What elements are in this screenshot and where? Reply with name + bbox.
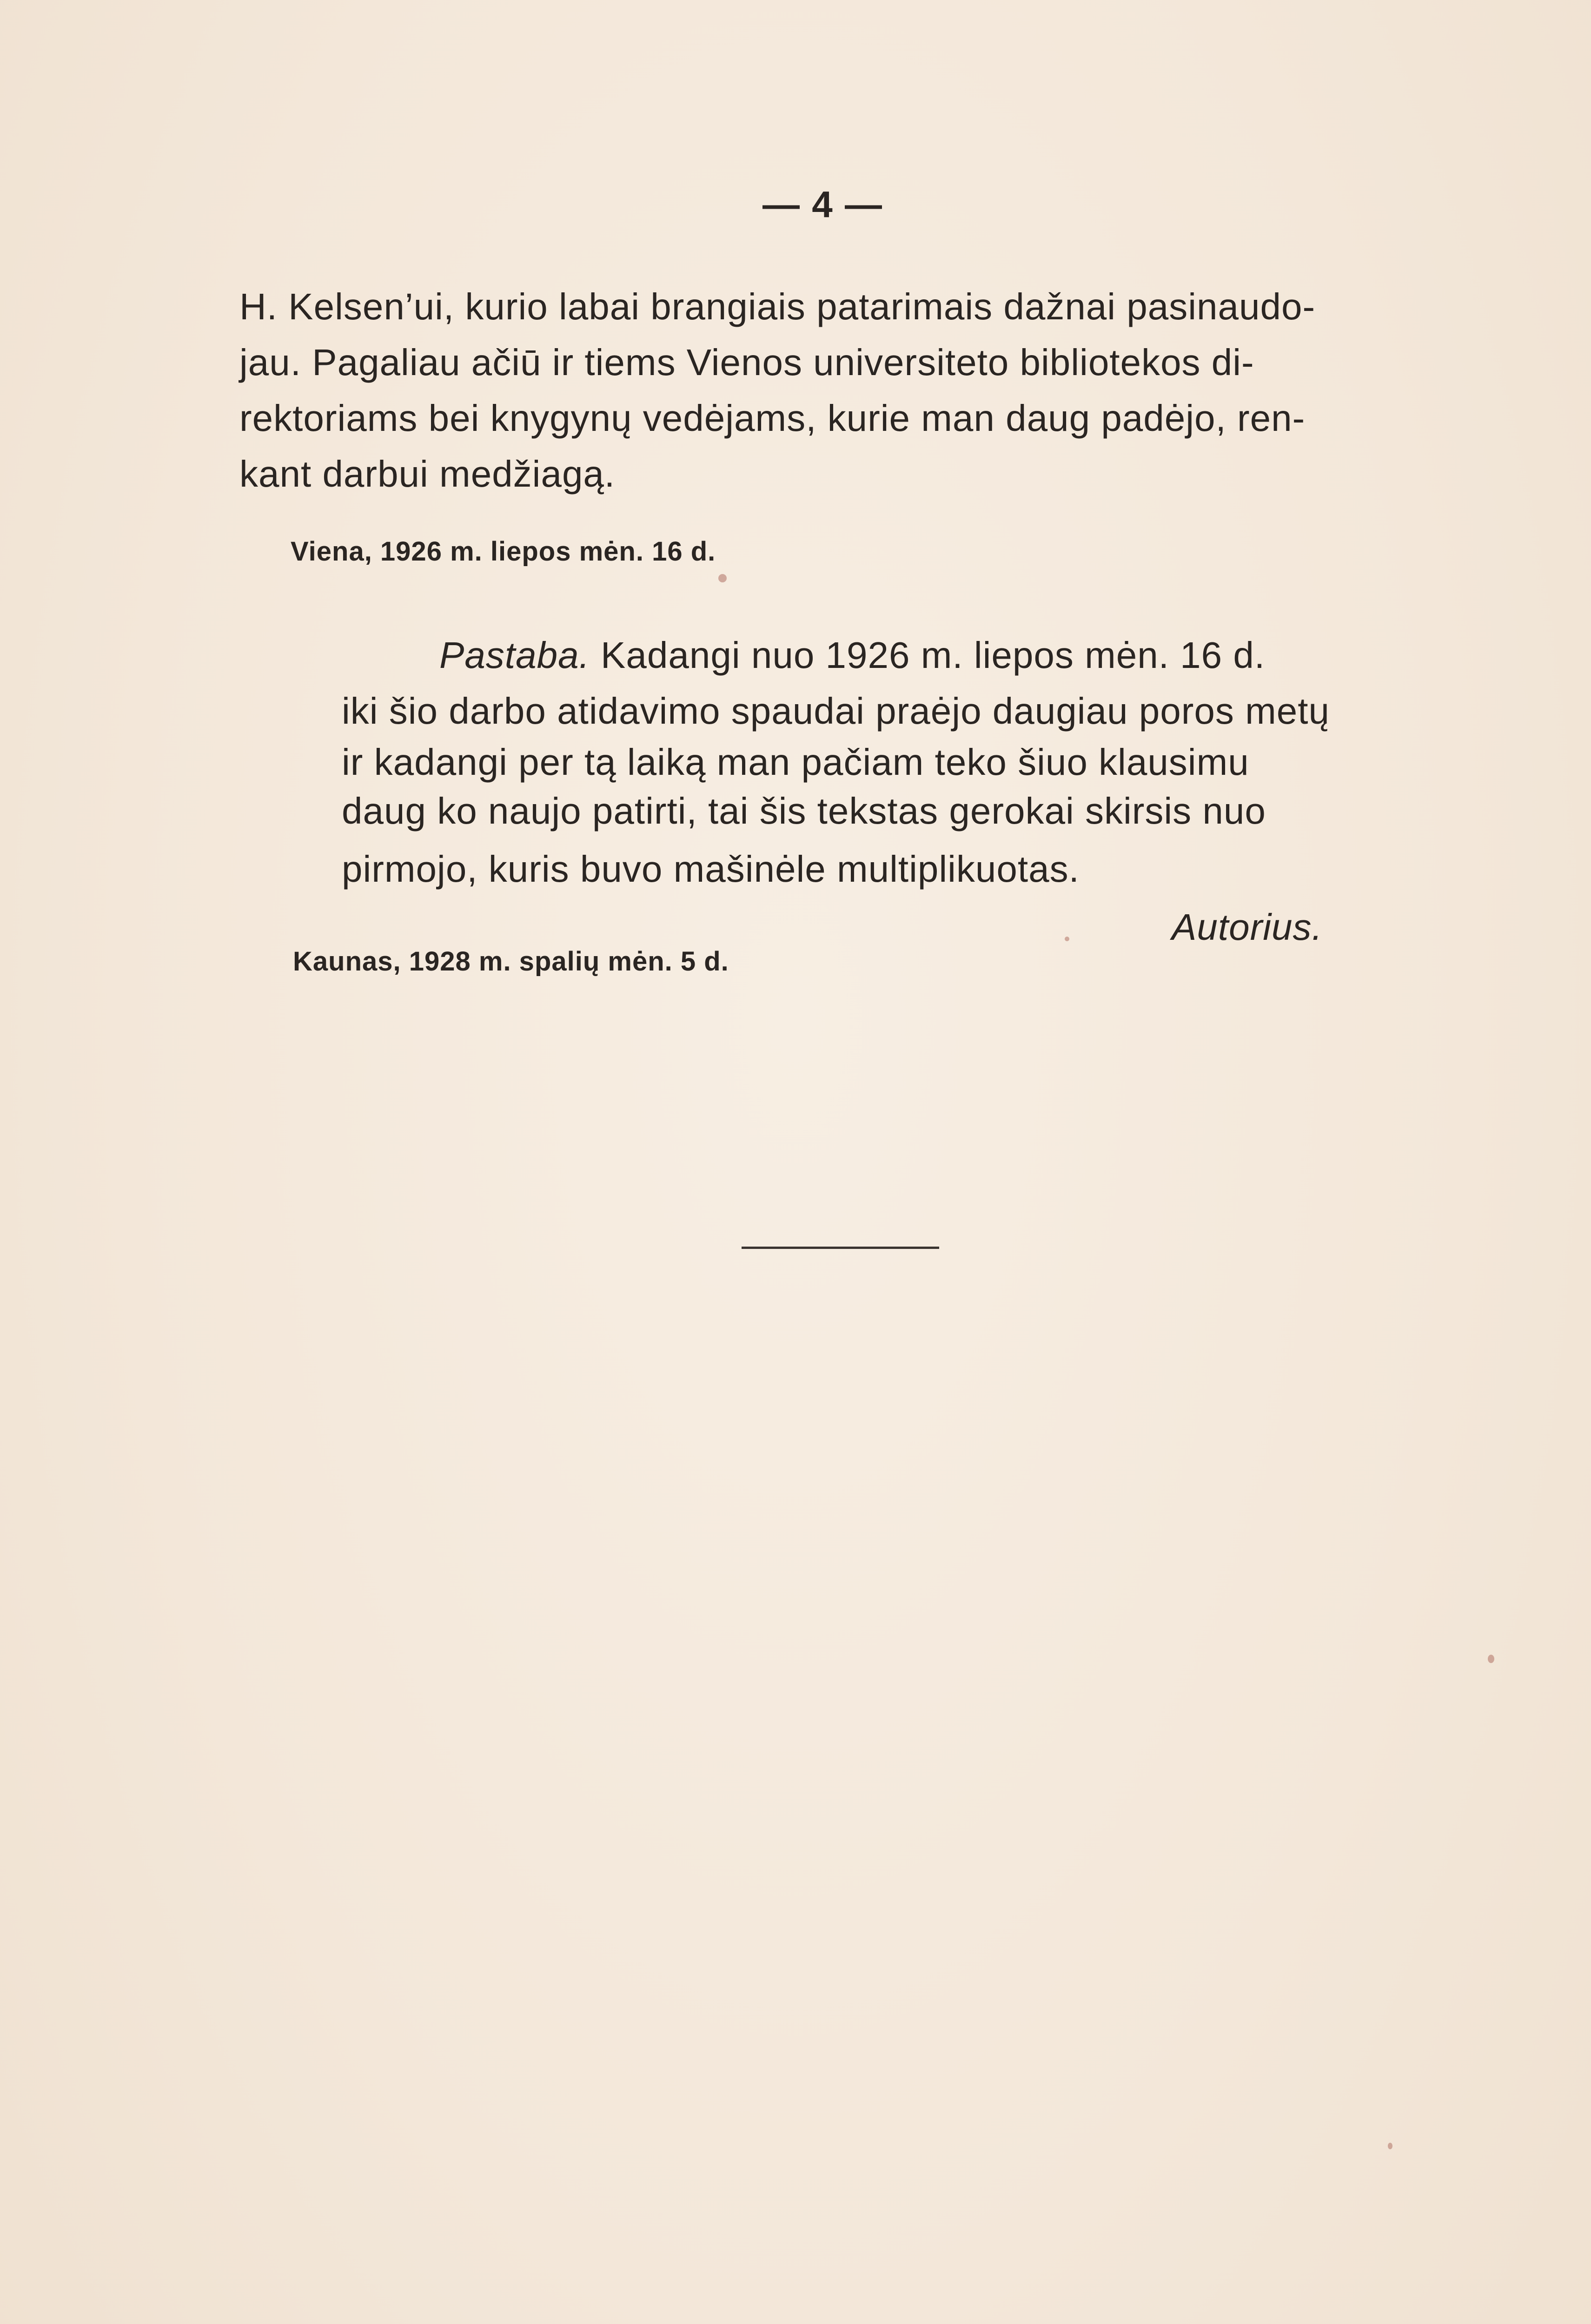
ink-speck: [1488, 1655, 1494, 1663]
note-first-line: [439, 634, 1266, 676]
note-first-line-text: Kadangi nuo 1926 m. liepos mėn. 16 d.: [601, 634, 1266, 676]
paragraph-line-1: H. Kelsen’ui, kurio labai brangiais patarimais dažnai pasinaudo-: [239, 286, 1316, 327]
note-line-5: pirmojo, kuris buvo mašinėle multiplikuotas.: [342, 848, 1080, 890]
page-number: — 4 —: [762, 184, 883, 225]
ink-speck: [1388, 2143, 1392, 2149]
paragraph-line-4: kant darbui medžiagą.: [239, 453, 616, 495]
ink-speck: [718, 574, 727, 582]
note-line-3: ir kadangi per tą laiką man pačiam teko šiuo klausimu: [342, 741, 1249, 783]
note-line-2: iki šio darbo atidavimo spaudai praėjo daugiau poros metų: [342, 690, 1330, 732]
dateline-vienna: Viena, 1926 m. liepos mėn. 16 d.: [291, 536, 716, 567]
paragraph-line-3: rektoriams bei knygynų vedėjams, kurie man daug padėjo, ren-: [239, 397, 1306, 439]
paragraph-line-2: jau. Pagaliau ačiū ir tiems Vienos universiteto bibliotekos di-: [239, 342, 1254, 383]
horizontal-rule: [742, 1247, 939, 1249]
note-label: Pastaba.: [439, 634, 590, 676]
note-line-4: daug ko naujo patirti, tai šis tekstas gerokai skirsis nuo: [342, 790, 1266, 832]
ink-speck: [1065, 937, 1069, 941]
dateline-kaunas: Kaunas, 1928 m. spalių mėn. 5 d.: [293, 946, 729, 977]
signature: Autorius.: [1172, 906, 1323, 948]
